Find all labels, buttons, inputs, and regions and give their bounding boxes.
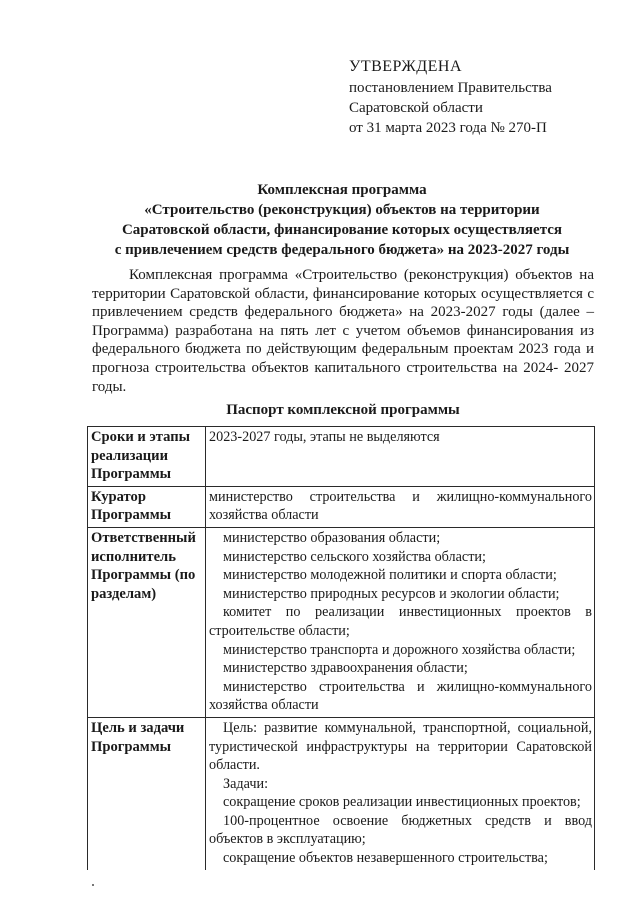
executor-item: комитет по реализации инвестиционных проектов в строительстве области; — [209, 604, 592, 639]
passport-table — [87, 426, 595, 870]
passport-title: Паспорт комплексной программы — [226, 402, 460, 418]
intro-paragraph: Комплексная программа «Строительство (реконструкция) объектов на территории Саратовской области, финансирование которых осуществляется с привлечением средств федерального бюджета» на 2023-2027 годы (далее – Программа) разработана на пять лет с учетом объемов финансирования из федерального бюджета по действующим федеральным проектам 2023 года и прогноза строительства объектов капитального строительства на 2024- 2027 годы. — [92, 267, 594, 395]
executor-item: министерство транспорта и дорожного хозяйства области; — [223, 641, 576, 658]
executor-item: министерство природных ресурсов и экологии области; — [223, 585, 560, 602]
title-line-4: с привлечением средств федерального бюджета» на 2023-2027 годы — [114, 242, 570, 258]
passport-value-executors — [206, 527, 595, 717]
passport-row-curator — [88, 486, 595, 527]
title-line-2: «Строительство (реконструкция) объектов на территории — [144, 202, 540, 218]
approval-line-1: постановлением Правительства — [349, 80, 552, 96]
executor-item: министерство образования области; — [223, 529, 441, 546]
approval-block — [349, 56, 609, 138]
scan-speck — [92, 884, 94, 886]
approval-line-3: от 31 марта 2023 года № 270-П — [349, 120, 547, 136]
approval-line-2: Саратовской области — [349, 100, 483, 116]
task-item: 100-процентное освоение бюджетных средств и ввод объектов в эксплуатацию; — [209, 812, 592, 848]
title-line-1: Комплексная программа — [257, 182, 427, 198]
task-item: сокращение сроков реализации инвестиционных проектов; — [223, 794, 581, 811]
tasks-label: Задачи: — [223, 775, 269, 792]
executor-item: министерство молодежной политики и спорта области; — [223, 567, 557, 584]
passport-row-executors — [88, 527, 595, 717]
passport-label-curator: Куратор Программы — [88, 486, 206, 527]
executor-item: министерство здравоохранения области; — [223, 660, 468, 677]
passport-row-terms — [88, 427, 595, 487]
passport-value-terms: 2023-2027 годы, этапы не выделяются — [206, 427, 595, 487]
title-line-3: Саратовской области, финансирование которых осуществляется — [121, 222, 563, 238]
goal-text: Цель: развитие коммунальной, транспортной, социальной, туристической инфраструктуры на территории Саратовской области. — [209, 719, 592, 774]
approval-title: УТВЕРЖДЕНА — [349, 58, 463, 75]
passport-value-goals — [206, 717, 595, 869]
passport-value-curator: министерство строительства и жилищно-коммунального хозяйства области — [206, 486, 595, 527]
passport-row-goals — [88, 717, 595, 869]
task-item: сокращение объектов незавершенного строительства; — [223, 850, 548, 867]
executor-item: министерство сельского хозяйства области; — [223, 548, 486, 565]
passport-label-terms: Сроки и этапы реализации Программы — [88, 427, 206, 487]
passport-label-executors: Ответственный исполнитель Программы (по разделам) — [88, 527, 206, 717]
executor-item: министерство строительства и жилищно-коммунального хозяйства области — [209, 678, 592, 714]
document-title — [80, 180, 604, 260]
passport-label-goals: Цель и задачи Программы — [88, 717, 206, 869]
